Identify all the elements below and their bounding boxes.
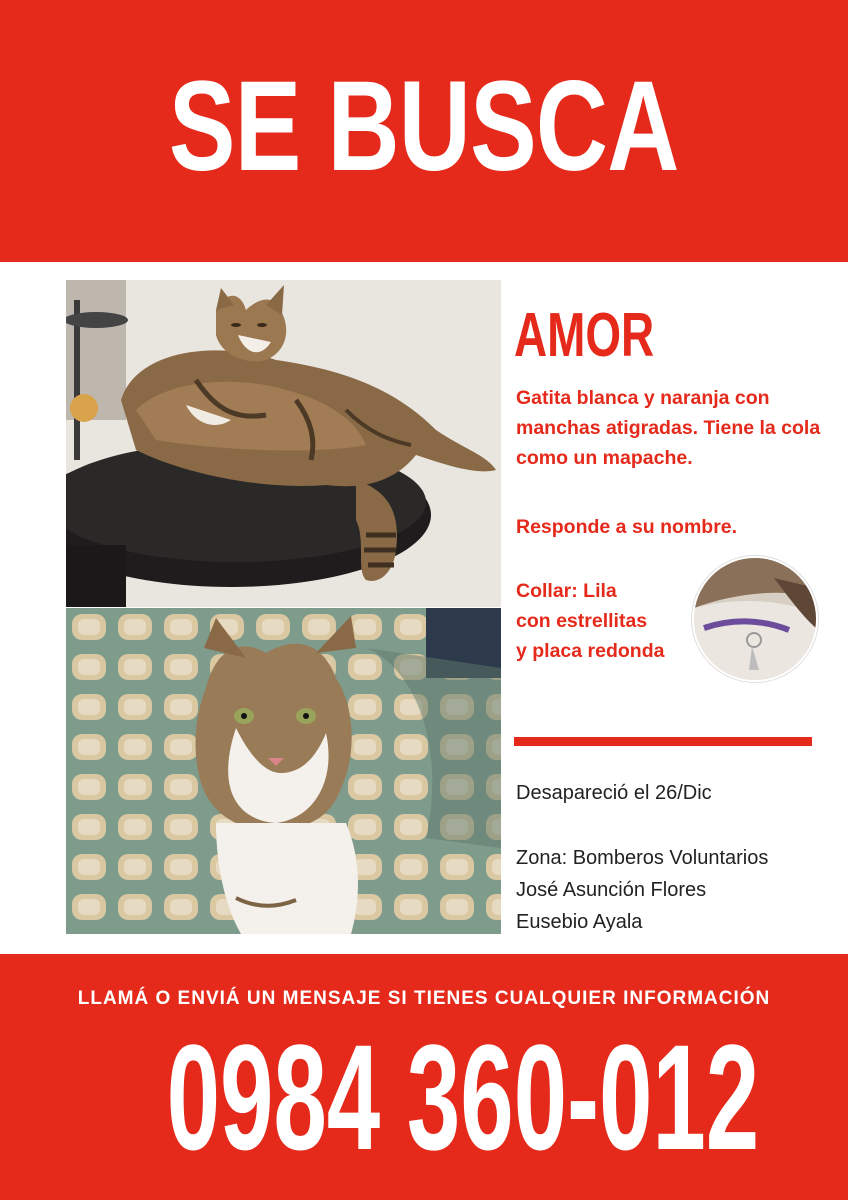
phone-number-text: 0984 360-012 <box>166 1013 760 1181</box>
zone-line: Eusebio Ayala <box>516 911 643 933</box>
cat-on-blanket-photo <box>66 608 501 934</box>
pet-name: AMOR <box>514 301 655 370</box>
collar-closeup-photo <box>692 556 818 682</box>
collar-line: Collar: Lila <box>516 580 617 602</box>
zone-info <box>516 842 768 938</box>
call-to-action: LLAMÁ O ENVIÁ UN MENSAJE SI TIENES CUALQUIER INFORMACIÓN <box>77 988 771 1009</box>
collar-line: y placa redonda <box>516 640 665 662</box>
pet-description: Gatita blanca y naranja con manchas atigradas. Tiene la cola como un mapache. <box>516 387 821 469</box>
divider <box>514 737 812 746</box>
cat-lying-on-chair-photo <box>66 280 501 607</box>
headline: SE BUSCA <box>169 54 679 198</box>
collar-description <box>516 576 686 666</box>
collar-line: con estrellitas <box>516 610 648 632</box>
zone-line: Zona: Bomberos Voluntarios <box>516 847 769 869</box>
disappearance-date: Desapareció el 26/Dic <box>516 782 712 804</box>
zone-line: José Asunción Flores <box>516 879 707 901</box>
responds-to-name: Responde a su nombre. <box>516 516 738 538</box>
phone-number[interactable] <box>0 1012 848 1182</box>
top-banner <box>0 0 848 262</box>
